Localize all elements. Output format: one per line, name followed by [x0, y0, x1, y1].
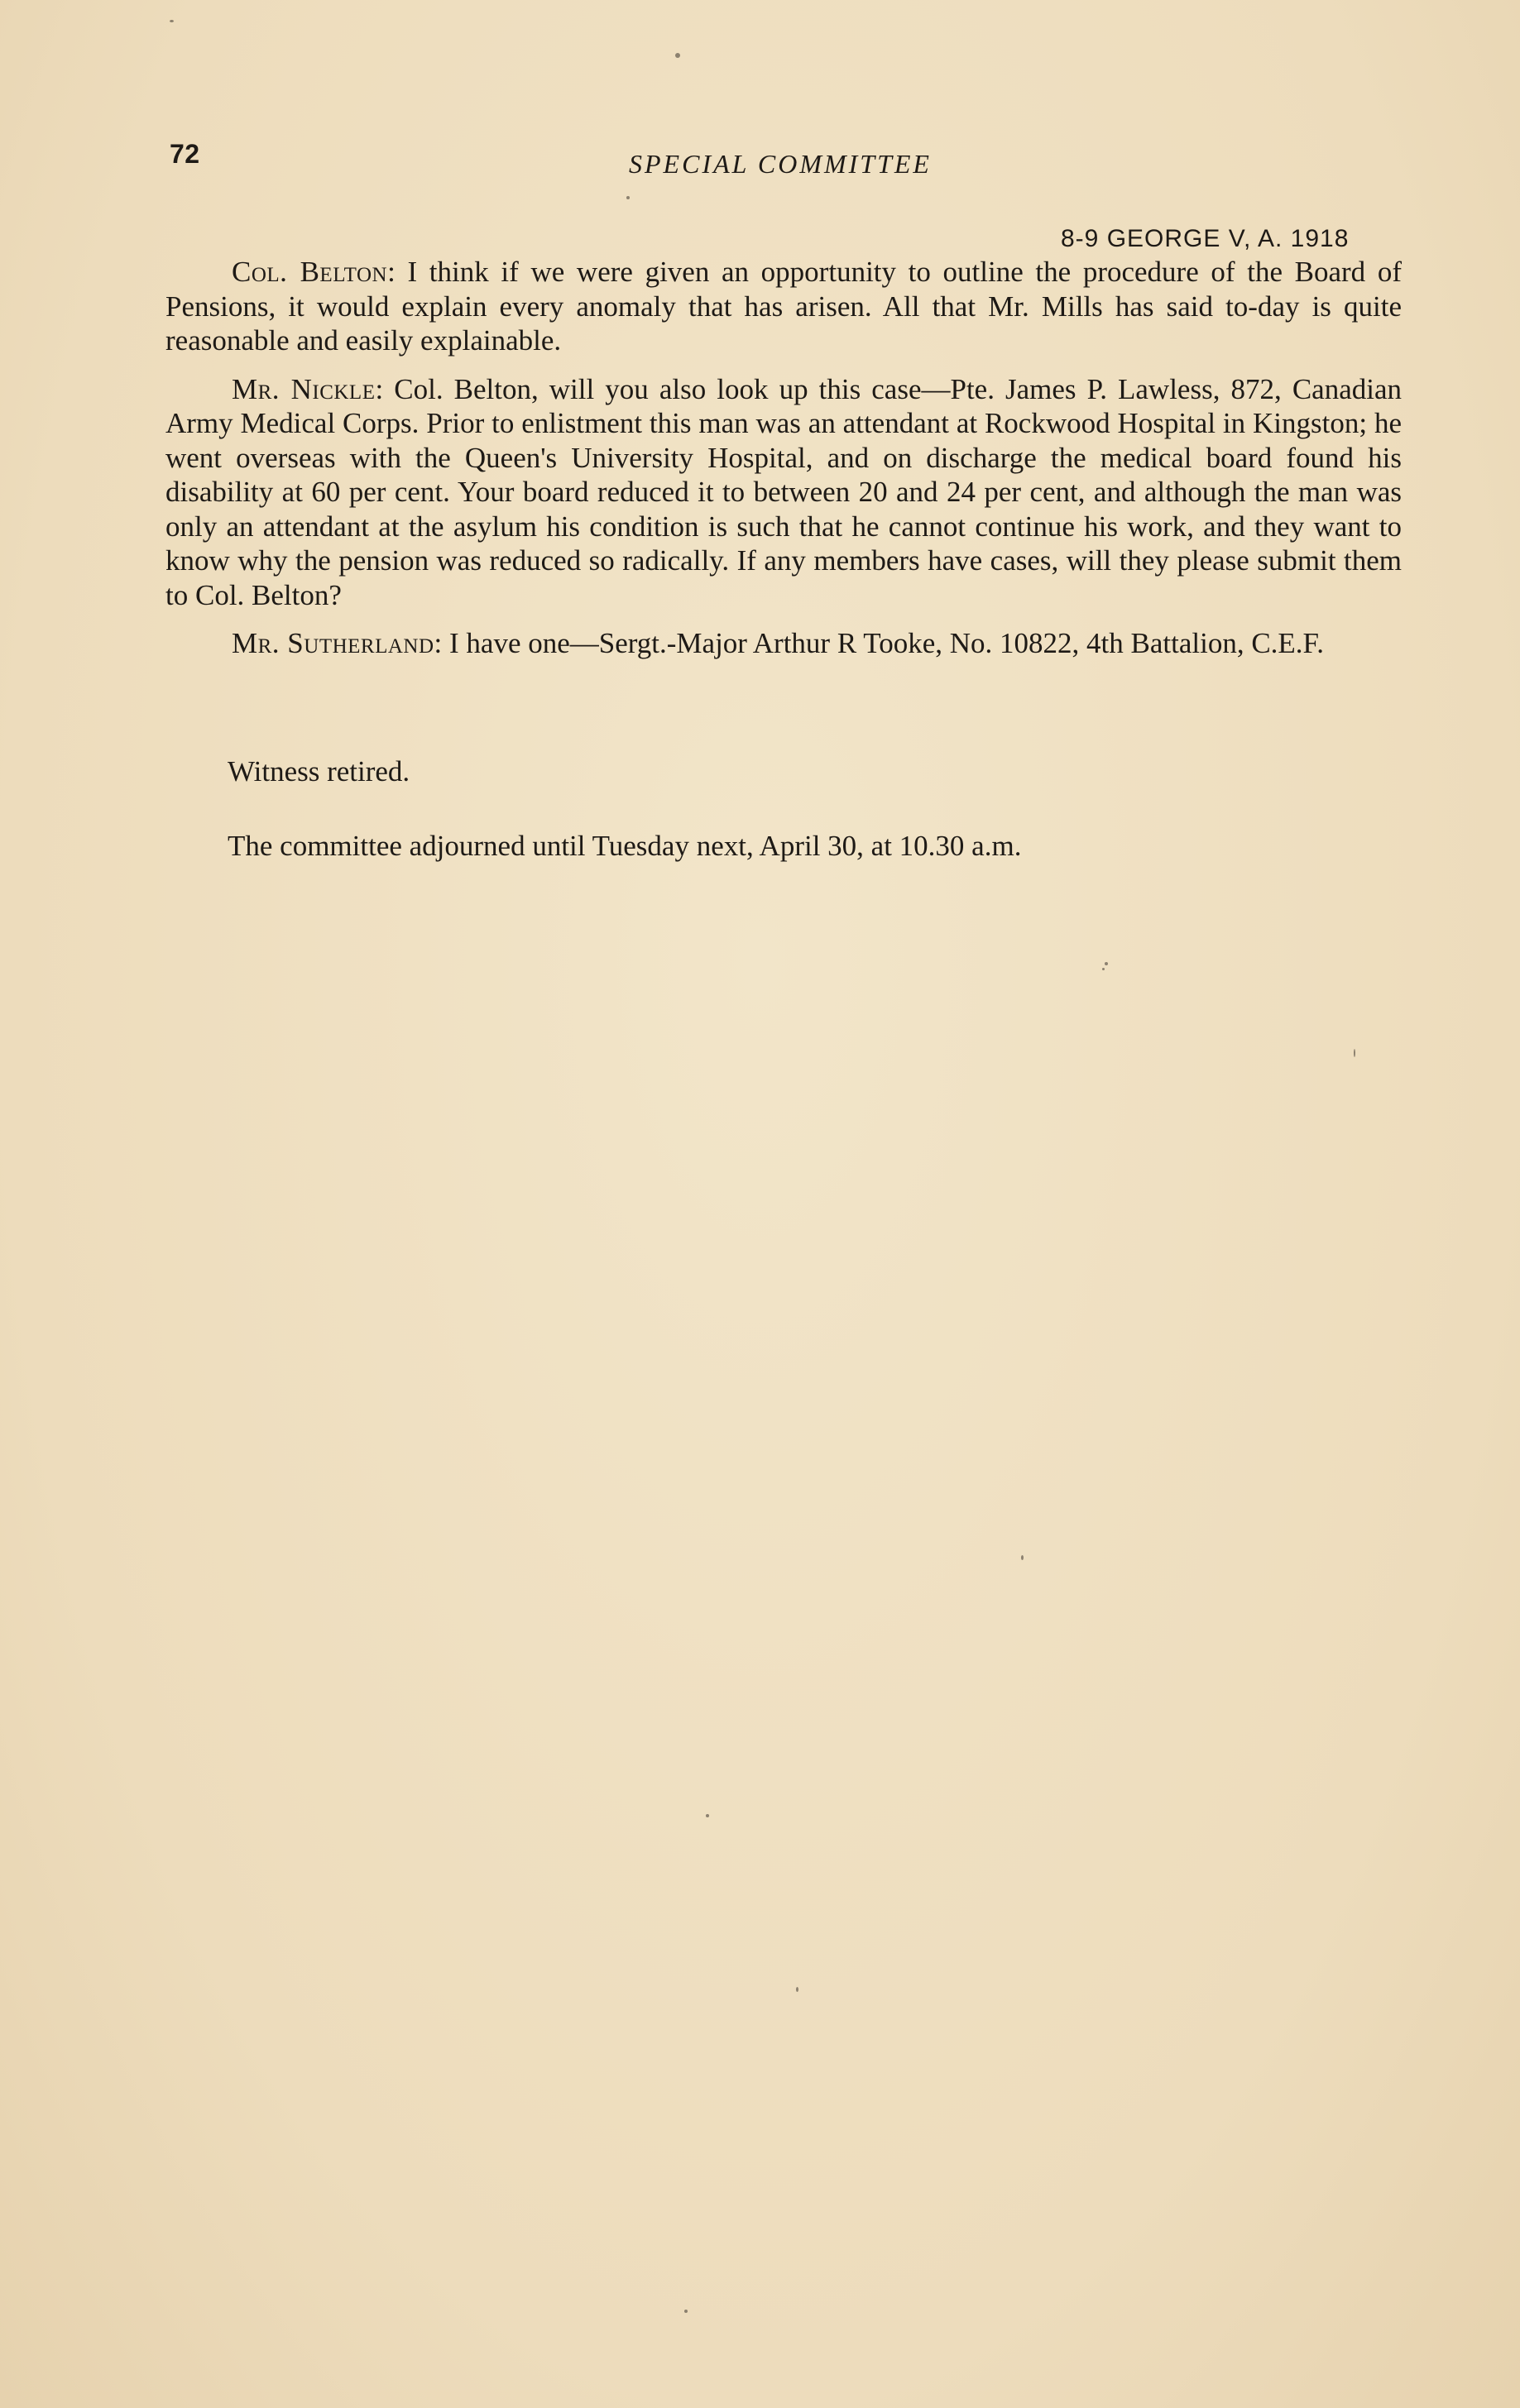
paragraph-sutherland: [165, 626, 1402, 661]
paper-speck: [170, 20, 174, 22]
paragraph-text: : I have one—Sergt.-Major Arthur R Tooke, No. 10822, 4th Battalion, C.E.F.: [434, 627, 1324, 659]
speaker-name: Mr. Sutherland: [232, 627, 434, 659]
paper-speck: [1102, 968, 1105, 970]
paragraph-belton: [165, 255, 1402, 358]
paper-speck: [684, 2310, 688, 2313]
paragraph-text: : I think if we were given an opportunity to outline the procedure of the Board of Pensions, it would explain every anomaly that has arisen. All that Mr. Mills has said to-day is quite reasonable and easily explainable.: [165, 256, 1402, 357]
page-number: 72: [170, 139, 200, 169]
paragraph-text: : Col. Belton, will you also look up this case—Pte. James P. Lawless, 872, Canadian Army Medical Corps. Prior to enlistment this man was an attendant at Rockwood Hospital in Kingston; he went overseas with the Queen's University Hospital, and on discharge the medical board found his disability at 60 per cent. Your board reduced it to between 20 and 24 per cent, and although the man was only an attendant at the asylum his condition is such that he cannot continue his work, and they want to know why the pension was reduced so radically. If any members have cases, will they please submit them to Col. Belton?: [165, 372, 1402, 611]
paper-speck: [706, 1814, 709, 1817]
paper-speck: [675, 53, 680, 58]
body-text: [165, 255, 1402, 675]
session-line: 8-9 GEORGE V, A. 1918: [1061, 225, 1350, 252]
paper-speck: [626, 196, 630, 199]
speaker-name: Col. Belton: [232, 256, 388, 288]
paper-speck: [1354, 1049, 1355, 1057]
paper-speck: [1021, 1555, 1024, 1560]
paper-speck: [796, 1987, 798, 1992]
running-title: SPECIAL COMMITTEE: [629, 149, 932, 179]
speaker-name: Mr. Nickle: [232, 372, 376, 405]
paragraph-nickle: [165, 372, 1402, 613]
witness-retired-line: Witness retired.: [228, 755, 410, 788]
paper-speck: [1105, 962, 1108, 965]
adjournment-line: The committee adjourned until Tuesday next, April 30, at 10.30 a.m.: [228, 830, 1022, 862]
